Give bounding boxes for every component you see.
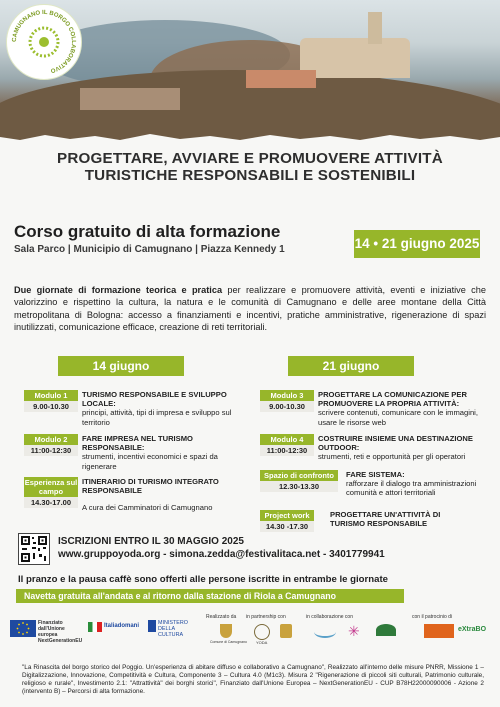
collab-logo-3-icon <box>376 624 396 636</box>
title-line-2: TURISTICHE RESPONSABILI E SOSTENIBILI <box>84 167 416 184</box>
collaborazione-label: in collaborazione con <box>306 614 353 620</box>
page-title <box>0 150 500 184</box>
module-4-description: COSTRUIRE INSIEME UNA DESTINAZIONE OUTDOOR: strumenti, reti e opportunità per gli operatori <box>318 434 473 462</box>
bell-tower-illustration <box>368 12 382 44</box>
patrocinio-label: con il patrocinio di <box>412 614 453 620</box>
logo-ring-text-icon <box>7 5 81 79</box>
collab-logo-1-icon <box>314 626 336 638</box>
field-experience-description: ITINERARIO DI TURISMO INTEGRATO RESPONSABILE A cura dei Camminatori di Camugnano <box>82 477 219 513</box>
discussion-space-description: FARE SISTEMA: rafforzare il dialogo tra amministrazioni comunità e attori territoriali <box>346 470 477 498</box>
module-2-description: FARE IMPRESA NEL TURISMO RESPONSABILE: strumenti, incentivi economici e spazi da rigenerare <box>82 434 218 471</box>
extrabo-logo: eXtraBO <box>458 626 487 633</box>
camugnano-borgo-logo <box>6 4 82 80</box>
module-3-description: PROGETTARE LA COMUNICAZIONE PER PROMUOVERE LA PROPRIA ATTIVITÀ: scrivere contenuti, comunicare con le immagini, usare le risorse web <box>318 390 478 427</box>
day2-header: 21 giugno <box>288 356 414 376</box>
registration-deadline: ISCRIZIONI ENTRO IL 30 MAGGIO 2025 <box>58 536 244 547</box>
ministero-emblem-icon <box>148 620 156 632</box>
italy-flag-icon <box>88 622 102 632</box>
svg-text:CAMUGNANO IL BORGO COLLABORATI: CAMUGNANO IL BORGO COLLABORATIVO <box>11 9 77 74</box>
module-1-description: TURISMO RESPONSABILE E SVILUPPO LOCALE: principi, attività, tipi di impresa e sviluppo sul territorio <box>82 390 232 427</box>
footer-funding-text: "La Rinascita del borgo storico del Poggio. Un'esperienza di abitare diffuso e collaborativo a Camugnano", Realizzato all'interno delle misure PNRR, Missione 1 – Digitalizzazione, Innovazione, Competitività e Cultura, Componente 3 – Cultura 4.0 (M1c3). Misura 2 "Rigenerazione di piccoli siti culturali, Patrimonio culturale, religioso e rurale", Investimento 2.1: "Attrattività" dei borghi storici", Finanziato dall'Unione Europea – NextGenerationEU - CUP B78H22000090006 - Azione 2 (intervento B) – Percorsi di alta formazione. <box>22 664 484 695</box>
discussion-space-label: Spazio di confronto 12.30-13.30 <box>260 470 338 492</box>
yoda-logo-icon <box>254 624 270 640</box>
yoda-label: YODA <box>256 640 268 645</box>
qr-code-icon[interactable] <box>18 533 50 565</box>
project-work-description: PROGETTARE UN'ATTIVITÀ DI TURISMO RESPONSABILE <box>330 510 441 529</box>
ministero-cultura-logo: MINISTERO DELLA CULTURA <box>158 620 188 638</box>
field-experience-label: Esperienza sul campo 14.30-17.00 <box>24 478 78 507</box>
comune-label: Comune di Camugnano <box>210 640 247 644</box>
shuttle-banner: Navetta gratuita all'andata e al ritorno dalla stazione di Riola a Camugnano <box>16 589 404 603</box>
module-1-label: Modulo 1 9.00-10.30 <box>24 390 78 412</box>
module-2-label: Modulo 2 11:00-12:30 <box>24 434 78 456</box>
intro-paragraph <box>14 284 486 333</box>
intro-text: per realizzare e promuovere attività, eventi e iniziative che valorizzino e rispettino la cultura, la natura e le comunità di Camugnano e delle aree montane della Città metropolitana di Bologna: accesso a finanziamenti e incentivi, pratiche amministrative, rigenerazione di spazi inutilizzati, comunicazione efficace, creazione di reti territoriali. <box>14 285 486 332</box>
intro-bold: Due giornate di formazione teorica e pratica <box>14 285 223 295</box>
italiadomani-logo: Italiadomani <box>104 623 140 629</box>
lunch-note: Il pranzo e la pausa caffè sono offerti alle persone iscritte in entrambe le giornate <box>18 574 388 585</box>
course-venue: Sala Parco | Municipio di Camugnano | Piazza Kennedy 1 <box>14 244 285 255</box>
module-3-label: Modulo 3 9.00-10.30 <box>260 390 314 412</box>
registration-contacts[interactable]: www.gruppoyoda.org - simona.zedda@festivalitaca.net - 3401779941 <box>58 549 385 560</box>
eu-funding-label: Finanziato dall'Unione europea NextGenerationEU <box>38 620 83 644</box>
realizzato-da-label: Realizzato da <box>206 614 237 620</box>
eu-flag-icon <box>10 620 36 637</box>
partner-logo-2-icon <box>280 624 292 638</box>
course-heading: Corso gratuito di alta formazione <box>14 222 281 241</box>
title-line-1: PROGETTARE, AVVIARE E PROMUOVERE ATTIVITÀ <box>57 150 443 167</box>
partnership-label: in partnership con <box>246 614 286 620</box>
module-4-label: Modulo 4 11:00-12:30 <box>260 434 314 456</box>
course-dates-badge: 14 • 21 giugno 2025 <box>354 230 480 258</box>
collab-logo-2-icon: ✳ <box>348 623 360 639</box>
day1-header: 14 giugno <box>58 356 184 376</box>
comune-crest-icon <box>220 624 232 638</box>
sponsor-logos-bar <box>8 614 492 648</box>
village-church-illustration <box>300 38 410 78</box>
project-work-label: Project work 14.30 -17.30 <box>260 510 314 532</box>
regione-logo-icon <box>424 624 454 638</box>
